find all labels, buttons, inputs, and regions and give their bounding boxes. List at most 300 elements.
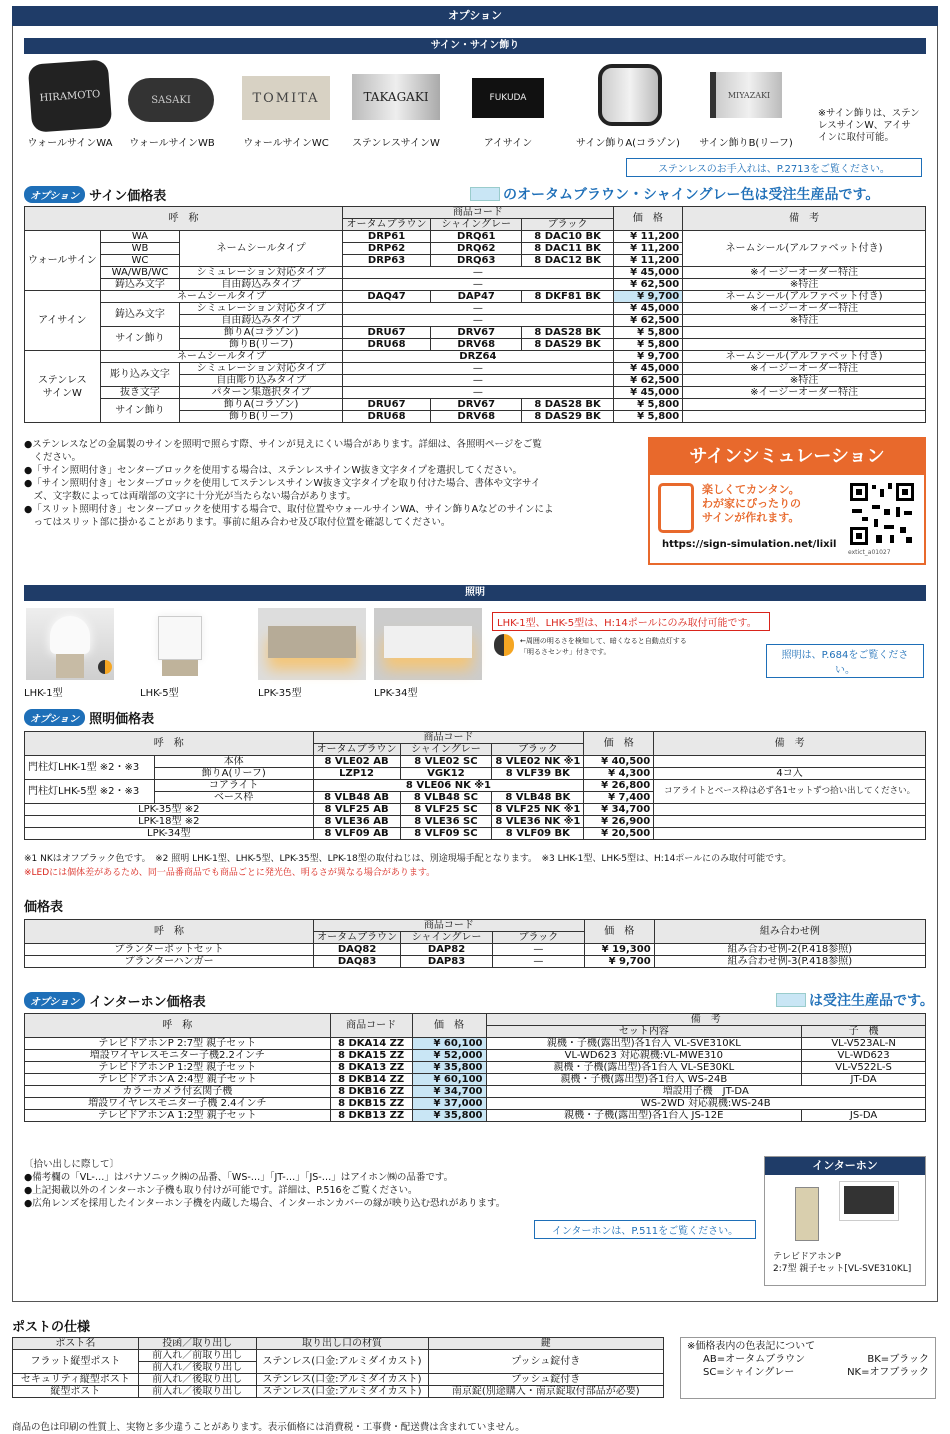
- cell: ステンレス(口金:アルミダイカスト): [256, 1350, 428, 1374]
- cell-code: 8 DAC10 BK: [522, 231, 613, 243]
- sensor-note: [520, 636, 687, 658]
- cell-note: 親機・子機(露出型)各1台入 VL-SVE310KL: [486, 1038, 802, 1050]
- cell: テレビドアホンP 1:2型 親子セット: [25, 1062, 331, 1074]
- simulation-title: サインシミュレーション: [650, 439, 924, 475]
- stainless-care-note: ステンレスのお手入れは、P.2713をご覧ください。: [626, 158, 922, 177]
- caption-lhk1: LHK-1型: [24, 688, 63, 699]
- caption-lhk5: LHK-5型: [140, 688, 179, 699]
- lamp-lpk34-image: [374, 608, 482, 680]
- sign-image-deco-b: [710, 72, 782, 118]
- cell-code: —: [343, 279, 614, 291]
- cell-price: ¥ 20,500: [584, 828, 654, 840]
- th-grey: シャイングレー: [431, 219, 522, 231]
- cell-note: ※特注: [683, 279, 926, 291]
- cell-code: DRQ63: [431, 255, 522, 267]
- side-note-line: ※サイン飾りは、ステン: [818, 108, 920, 119]
- caption-wall-sign-wb: ウォールサインWB: [129, 138, 215, 149]
- caption-isign: アイサイン: [483, 138, 533, 149]
- lighting-price-title: [24, 708, 154, 727]
- cell-note: 親機・子機(露出型)各1台入 WS-24B: [486, 1074, 802, 1086]
- cell-price: ¥ 52,000: [412, 1050, 486, 1062]
- cell: 鋳込み文字: [100, 303, 179, 327]
- th-code: 商品コード: [330, 1014, 412, 1038]
- th-grey: シャイングレー: [400, 744, 492, 756]
- cell-code: 8 DKA14 ZZ: [330, 1038, 412, 1050]
- intercom-made-to-order-note: [776, 990, 934, 1010]
- table-row: [25, 1062, 926, 1074]
- cell-code: DRU67: [343, 327, 431, 339]
- cell: 門柱灯LHK-1型 ※2・※3: [25, 756, 155, 780]
- cell-code: DAP82: [401, 944, 493, 956]
- table-row: [25, 1098, 926, 1110]
- cell-code: DRU68: [343, 339, 431, 351]
- door-station-icon: [795, 1187, 819, 1241]
- cell-note: ネームシール(アルファベット付き): [683, 291, 926, 303]
- cell-note: [654, 816, 926, 828]
- sign-plate-wc: TOMITA: [252, 90, 320, 106]
- cell-price: ¥ 62,500: [613, 279, 682, 291]
- cell: ベース枠: [154, 792, 313, 804]
- lighting-footnote: ※1 NKはオフブラック色です。 ※2 照明 LHK-1型、LHK-5型、LPK-35型、LPK-18型の取付ねじは、別途現場手配となります。 ※3 LHK-1型、LHK-5型は、H:14ポールにのみ取付可能です。: [24, 854, 792, 864]
- table-row: [25, 816, 926, 828]
- monitor-screen: [844, 1186, 894, 1214]
- qr-caption: extict_a01027: [848, 549, 891, 556]
- cell-price: ¥ 7,400: [584, 792, 654, 804]
- cell-note: コアライトとベース枠は必ず各1セットずつ拾い出してください。: [654, 780, 926, 804]
- sign-image-wb: [128, 78, 214, 122]
- lamp-base: [56, 654, 84, 678]
- th-black: ブラック: [492, 744, 584, 756]
- th-name: 呼 称: [25, 920, 314, 944]
- table-row: [25, 804, 926, 816]
- cell-note: VL-WD623: [802, 1050, 926, 1062]
- bullet-line: ズ、文字数によっては両端部の文字に十分光が当たらない場合があります。: [24, 491, 357, 502]
- color-ab: AB=オータムブラウン: [703, 1354, 806, 1365]
- made-to-order-text: のオータムブラウン・シャイングレー色は受注生産品です。: [503, 187, 880, 203]
- cell-note: [683, 339, 926, 351]
- lamp-cube: [158, 616, 202, 660]
- cell: LPK-18型 ※2: [25, 816, 314, 828]
- cell-code: DRV67: [431, 327, 522, 339]
- table-row: [25, 303, 926, 315]
- cell-price: ¥ 34,700: [412, 1086, 486, 1098]
- intercom-price-title: [24, 991, 206, 1010]
- cell-code: 8 VLB48 AB: [313, 792, 400, 804]
- cell-code: 8 VLF09 BK: [492, 828, 584, 840]
- table-row: [25, 828, 926, 840]
- cell: LPK-35型 ※2: [25, 804, 314, 816]
- lighting-footnotes: [24, 852, 791, 880]
- cell: ネームシールタイプ: [100, 351, 342, 363]
- bullet-line: ください。: [24, 452, 82, 463]
- cell-code: 8 DAS28 BK: [522, 399, 613, 411]
- cell-code: DRV67: [431, 399, 522, 411]
- intercom-box-caption: [773, 1251, 911, 1275]
- intercom-caption-line: テレビドアホンP: [773, 1252, 841, 1262]
- intercom-caption-line: 2:7型 親子セット[VL-SVE310KL]: [773, 1264, 912, 1274]
- cell: ネームシールタイプ: [180, 231, 343, 267]
- cell: テレビドアホンA 1:2型 親子セット: [25, 1110, 331, 1122]
- cell-note: ※特注: [683, 375, 926, 387]
- cell-note: ※イージーオーダー特注: [683, 303, 926, 315]
- cell: 増設ワイヤレスモニター子機 2.4インチ: [25, 1098, 331, 1110]
- th-example: 組み合わせ例: [654, 920, 925, 944]
- cell-note: 組み合わせ例-2(P.418参照): [654, 944, 925, 956]
- cell: 飾りA(コラゾン): [180, 399, 343, 411]
- sign-price-table: [24, 206, 926, 423]
- cell-price: ¥ 40,500: [584, 756, 654, 768]
- bullet-line: ●上記掲載以外のインターホン子機も取り付けが可能です。詳細は、P.516をご覧ください。: [24, 1185, 418, 1196]
- table-row: [25, 351, 926, 363]
- lighting-section-bar: [24, 585, 926, 601]
- sign-simulation-banner[interactable]: [648, 437, 926, 565]
- cell: 飾りB(リーフ): [180, 339, 343, 351]
- cell: プッシュ錠付き: [428, 1374, 664, 1386]
- bullet-line: ●備考欄の「VL-…」はパナソニック㈱の品番、「WS-…」「JT-…」「JS-…」はアイホン㈱の品番です。: [24, 1172, 454, 1183]
- cell-note: JT-DA: [802, 1074, 926, 1086]
- bullet-line: 〔拾い出しに際して〕: [24, 1159, 120, 1170]
- th-name: 呼 称: [25, 1014, 331, 1038]
- caption-deco-b: サイン飾りB(リーフ): [699, 138, 793, 149]
- table-row: [25, 756, 926, 768]
- cell: 前入れ／後取り出し: [138, 1362, 256, 1374]
- simulation-line: わが家にぴったりの: [702, 497, 801, 510]
- cell-price: ¥ 19,300: [584, 944, 654, 956]
- table-row: [25, 1086, 926, 1098]
- cell-code: VGK12: [400, 768, 492, 780]
- cell-note: 親機・子機(露出型)各1台入 JS-12E: [486, 1110, 802, 1122]
- cell: シミュレーション対応タイプ: [180, 267, 343, 279]
- cell-price: ¥ 60,100: [412, 1074, 486, 1086]
- cell: WA: [100, 231, 179, 243]
- cell-code: LZP12: [313, 768, 400, 780]
- cell: 門柱灯LHK-5型 ※2・※3: [25, 780, 155, 804]
- color-legend-title: ※価格表内の色表記について: [687, 1341, 816, 1352]
- cell: プランターポットセット: [25, 944, 314, 956]
- cell: 前入れ／前取り出し: [138, 1350, 256, 1362]
- cell-note: [654, 756, 926, 768]
- cell-code: 8 VLF25 AB: [313, 804, 400, 816]
- table-row: [13, 1374, 664, 1386]
- cell-note: ※イージーオーダー特注: [683, 267, 926, 279]
- th-code: 商品コード: [343, 207, 614, 219]
- cell-code: —: [493, 956, 585, 968]
- cell-price: ¥ 5,800: [613, 399, 682, 411]
- th-note: 備 考: [486, 1014, 925, 1026]
- color-bk: BK=ブラック: [867, 1354, 929, 1365]
- cell-code: DRP62: [343, 243, 431, 255]
- lighting-price-table: [24, 731, 926, 840]
- table-row: [13, 1350, 664, 1362]
- cell-code: 8 VLF39 BK: [492, 768, 584, 780]
- bullet-line: ●「スリット照明付き」センターブロックを使用する場合で、取付位置やウォールサインWA、サイン飾りAなどのサインによ: [24, 504, 554, 515]
- cell-code: DRZ64: [343, 351, 614, 363]
- sign-plate-deco-b: MIYAZAKI: [727, 90, 771, 100]
- cell: ステンレス(口金:アルミダイカスト): [256, 1374, 428, 1386]
- th-price: 価 格: [584, 732, 654, 756]
- post-spec-table: [12, 1337, 664, 1398]
- sensor-icon: [494, 634, 514, 656]
- bullet-line: ●「サイン照明付き」センターブロックを使用してステンレスサインW抜き文字タイプを取り付けた場合、書体や文字サイ: [24, 478, 541, 489]
- cell-note: VL-V523AL-N: [802, 1038, 926, 1050]
- sign-image-wc: [242, 76, 330, 120]
- side-note-line: インに取付可能。: [818, 132, 895, 143]
- th-note: 備 考: [683, 207, 926, 231]
- cell-code: DAP83: [401, 956, 493, 968]
- cell-code: —: [343, 363, 614, 375]
- cell: 飾りB(リーフ): [180, 411, 343, 423]
- cell-price: ¥ 5,800: [613, 339, 682, 351]
- cell-code: 8 DAS28 BK: [522, 327, 613, 339]
- cell-code: —: [343, 387, 614, 399]
- lighting-section-title: 照明: [465, 587, 485, 598]
- cell-note: [683, 411, 926, 423]
- cell-price: ¥ 11,200: [613, 243, 682, 255]
- table-row: [25, 1038, 926, 1050]
- cell-note: 組み合わせ例-3(P.418参照): [654, 956, 925, 968]
- table-row: [13, 1386, 664, 1398]
- sign-plate-wb: SASAKI: [151, 94, 191, 106]
- th-price: 価 格: [613, 207, 682, 231]
- cell-price: ¥ 45,000: [613, 387, 682, 399]
- cell: 自由彫り込みタイプ: [180, 375, 343, 387]
- lamp-lpk35-image: [258, 608, 366, 680]
- table-row: [25, 768, 926, 780]
- sign-section-bar: [24, 38, 926, 54]
- cell-code: —: [493, 944, 585, 956]
- table-row: [25, 1050, 926, 1062]
- cell: 本体: [154, 756, 313, 768]
- th-name: 呼 称: [25, 207, 343, 231]
- th-brown: オータムブラウン: [314, 932, 401, 944]
- lamp-base: [162, 660, 198, 676]
- simulation-line: サインが作れます。: [702, 511, 800, 524]
- cell-note: JS-DA: [802, 1110, 926, 1122]
- options-header: [12, 6, 938, 26]
- sign-image-stainless: [352, 74, 440, 120]
- th-material: 取り出し口の材質: [256, 1338, 428, 1350]
- cell: 自由鋳込みタイプ: [180, 315, 343, 327]
- lamp-body: [384, 626, 472, 658]
- th-grey: シャイングレー: [401, 932, 493, 944]
- cell: フラット縦型ポスト: [13, 1350, 139, 1374]
- cell-code: DAQ82: [314, 944, 401, 956]
- option-badge: オプション: [24, 992, 85, 1009]
- cell: シミュレーション対応タイプ: [180, 303, 343, 315]
- highlight-swatch: [470, 187, 500, 201]
- th-lock: 鍵: [428, 1338, 664, 1350]
- cell: サイン飾り: [100, 327, 179, 351]
- caption-lpk35: LPK-35型: [258, 688, 302, 699]
- qr-code-icon: [848, 481, 916, 547]
- cell-note: 増設用子機 JT-DA: [486, 1086, 925, 1098]
- th-child: 子 機: [802, 1026, 926, 1038]
- cell-code: —: [343, 267, 614, 279]
- th-name: 呼 称: [25, 732, 314, 756]
- cell-code: —: [343, 375, 614, 387]
- cell-code: 8 DKB14 ZZ: [330, 1074, 412, 1086]
- sensor-note-line: ←周囲の明るさを検知して、暗くなると自動点灯する: [520, 637, 687, 645]
- cell-price: ¥ 5,800: [613, 327, 682, 339]
- th-black: ブラック: [493, 932, 585, 944]
- cell-note: 親機・子機(露出型)各1台入 VL-SE30KL: [486, 1062, 802, 1074]
- monitor-icon: [839, 1181, 899, 1221]
- cell-note: ※特注: [683, 315, 926, 327]
- th-price: 価 格: [412, 1014, 486, 1038]
- cell: WB: [100, 243, 179, 255]
- cell-code: DAQ47: [343, 291, 431, 303]
- cell-note: ネームシール(アルファベット付き): [683, 351, 926, 363]
- sign-table-title-text: サイン価格表: [89, 189, 167, 204]
- table-row: [25, 956, 926, 968]
- simulation-url-link[interactable]: https://sign-simulation.net/lixil: [662, 539, 837, 550]
- cell: 飾りA(コラゾン): [180, 327, 343, 339]
- cell-code: 8 VLE02 SC: [400, 756, 492, 768]
- cell-price: ¥ 35,800: [412, 1062, 486, 1074]
- cell-code: 8 DKF81 BK: [522, 291, 613, 303]
- cell: WA/WB/WC: [100, 267, 179, 279]
- cell: セキュリティ縦型ポスト: [13, 1374, 139, 1386]
- cell-code: 8 VLE36 AB: [313, 816, 400, 828]
- th-brown: オータムブラウン: [343, 219, 431, 231]
- lamp-lhk5-image: [140, 608, 220, 680]
- sign-plate-isign: FUKUDA: [489, 93, 527, 103]
- cell: シミュレーション対応タイプ: [180, 363, 343, 375]
- cell: 前入れ／後取り出し: [138, 1386, 256, 1398]
- cell-price: ¥ 62,500: [613, 315, 682, 327]
- table-row: [25, 399, 926, 411]
- intercom-made-to-order-text: は受注生産品です。: [809, 993, 934, 1009]
- cell-code: 8 DKB15 ZZ: [330, 1098, 412, 1110]
- cell: 増設ワイヤレスモニター子機2.2インチ: [25, 1050, 331, 1062]
- cell-code: 8 VLE02 NK ※1: [492, 756, 584, 768]
- cell-note: VL-WD623 対応親機:VL-MWE310: [486, 1050, 802, 1062]
- cell-code: 8 VLE36 SC: [400, 816, 492, 828]
- planter-price-table: [24, 919, 926, 968]
- options-title: オプション: [447, 9, 502, 22]
- cell: 南京錠(別途購入・南京錠取付部品が必要): [428, 1386, 664, 1398]
- sign-image-isign: [472, 78, 544, 118]
- cell-code: 8 VLF09 SC: [400, 828, 492, 840]
- cell-group: アイサイン: [25, 291, 101, 351]
- cell: ネームシールタイプ: [100, 291, 342, 303]
- th-insert: 投函／取り出し: [138, 1338, 256, 1350]
- color-legend-row: [687, 1366, 929, 1379]
- sensor-icon: [98, 660, 112, 674]
- cell-note: 4コ入: [654, 768, 926, 780]
- table-row: [25, 279, 926, 291]
- cell-code: 8 VLB48 SC: [400, 792, 492, 804]
- cell-price: ¥ 11,200: [613, 255, 682, 267]
- cell-note: WS-2WD 対応親機:WS-24B: [486, 1098, 925, 1110]
- cell-price: ¥ 34,700: [584, 804, 654, 816]
- simulation-line: 楽しくてカンタン。: [702, 483, 800, 496]
- cell-price: ¥ 26,800: [584, 780, 654, 792]
- cell-code: DRU68: [343, 411, 431, 423]
- cell-code: 8 VLE02 AB: [313, 756, 400, 768]
- cell-code: DRQ62: [431, 243, 522, 255]
- cell-note: ※イージーオーダー特注: [683, 387, 926, 399]
- bullet-line: ●広角レンズを採用したインターホン子機を内蔵した場合、インターホンカバーの縁が映り込む恐れがあります。: [24, 1198, 506, 1209]
- intercom-table-title-text: インターホン価格表: [89, 995, 206, 1010]
- cell-note: [654, 804, 926, 816]
- cell-code: 8 DAS29 BK: [522, 411, 613, 423]
- cell-code: DAP47: [431, 291, 522, 303]
- cell: 鋳込み文字: [100, 279, 179, 291]
- cell-price: ¥ 11,200: [613, 231, 682, 243]
- cell-note: ネームシール(アルファベット付き): [683, 231, 926, 267]
- cell: 抜き文字: [100, 387, 179, 399]
- cell-note: [683, 327, 926, 339]
- cell: プランターハンガー: [25, 956, 314, 968]
- sign-side-note: [818, 108, 920, 144]
- cell-price: ¥ 26,900: [584, 816, 654, 828]
- table-row: [25, 291, 926, 303]
- cell: プッシュ錠付き: [428, 1350, 664, 1374]
- cell-price: ¥ 62,500: [613, 375, 682, 387]
- simulation-copy: [702, 483, 801, 525]
- th-black: ブラック: [522, 219, 613, 231]
- th-note: 備 考: [654, 732, 926, 756]
- cell-code: 8 DKA15 ZZ: [330, 1050, 412, 1062]
- intercom-bullets: [24, 1158, 505, 1210]
- cell-code: 8 DKB13 ZZ: [330, 1110, 412, 1122]
- cell-price: ¥ 9,700: [613, 351, 682, 363]
- cell-price: ¥ 35,800: [412, 1110, 486, 1122]
- lamp-globe: [50, 616, 90, 654]
- cell-note: [654, 828, 926, 840]
- option-badge: オプション: [24, 186, 85, 203]
- th-set: セット内容: [486, 1026, 802, 1038]
- cell-code: 8 VLE36 NK ※1: [492, 816, 584, 828]
- cell: 彫り込み文字: [100, 363, 179, 387]
- cell-code: DRP63: [343, 255, 431, 267]
- cell-code: DRU67: [343, 399, 431, 411]
- caption-deco-a: サイン飾りA(コラゾン): [576, 138, 680, 149]
- table-row: [25, 1074, 926, 1086]
- sensor-note-line: 「明るさセンサ」付きです。: [520, 648, 611, 656]
- caption-wall-sign-wa: ウォールサインWA: [27, 138, 113, 149]
- cell-price: ¥ 9,700: [584, 956, 654, 968]
- cell: ステンレス(口金:アルミダイカスト): [256, 1386, 428, 1398]
- cell-code: 8 VLB48 BK: [492, 792, 584, 804]
- cell-code: 8 DAS29 BK: [522, 339, 613, 351]
- cell: サイン飾り: [100, 399, 179, 423]
- sign-image-wa: [28, 59, 113, 132]
- bullet-line: ってはスリット部に掛かることがあります。事前に組み合わせ及び取付位置を確認してください。: [24, 517, 451, 528]
- table-row: [25, 387, 926, 399]
- cell-price: ¥ 4,300: [584, 768, 654, 780]
- sign-plate-wa: HIRAMOTO: [39, 88, 101, 104]
- intercom-product-box: [764, 1156, 926, 1286]
- cell-code: 8 DAC12 BK: [522, 255, 613, 267]
- cell-code: DRV68: [431, 339, 522, 351]
- cell: カラーカメラ付玄関子機: [25, 1086, 331, 1098]
- cell-code: —: [343, 303, 614, 315]
- cell-price: ¥ 45,000: [613, 303, 682, 315]
- cell-group: ステンレス サインW: [25, 351, 101, 423]
- lighting-footnote-red: ※LEDには個体差があるため、同一品番商品でも商品ごとに発光色、明るさが異なる場合があります。: [24, 868, 436, 878]
- cell-code: 8 VLF25 SC: [400, 804, 492, 816]
- cell-price: ¥ 9,700: [613, 291, 682, 303]
- intercom-price-table: [24, 1013, 926, 1122]
- cell-code: 8 DAC11 BK: [522, 243, 613, 255]
- cell-code: —: [343, 315, 614, 327]
- cell-code: DRQ61: [431, 231, 522, 243]
- cell: コアライト: [154, 780, 313, 792]
- caption-stainless-sign: ステンレスサインW: [352, 138, 440, 149]
- bullet-line: ●「サイン照明付き」センターブロックを使用する場合は、ステンレスサインW抜き文字タイプを選択してください。: [24, 465, 522, 476]
